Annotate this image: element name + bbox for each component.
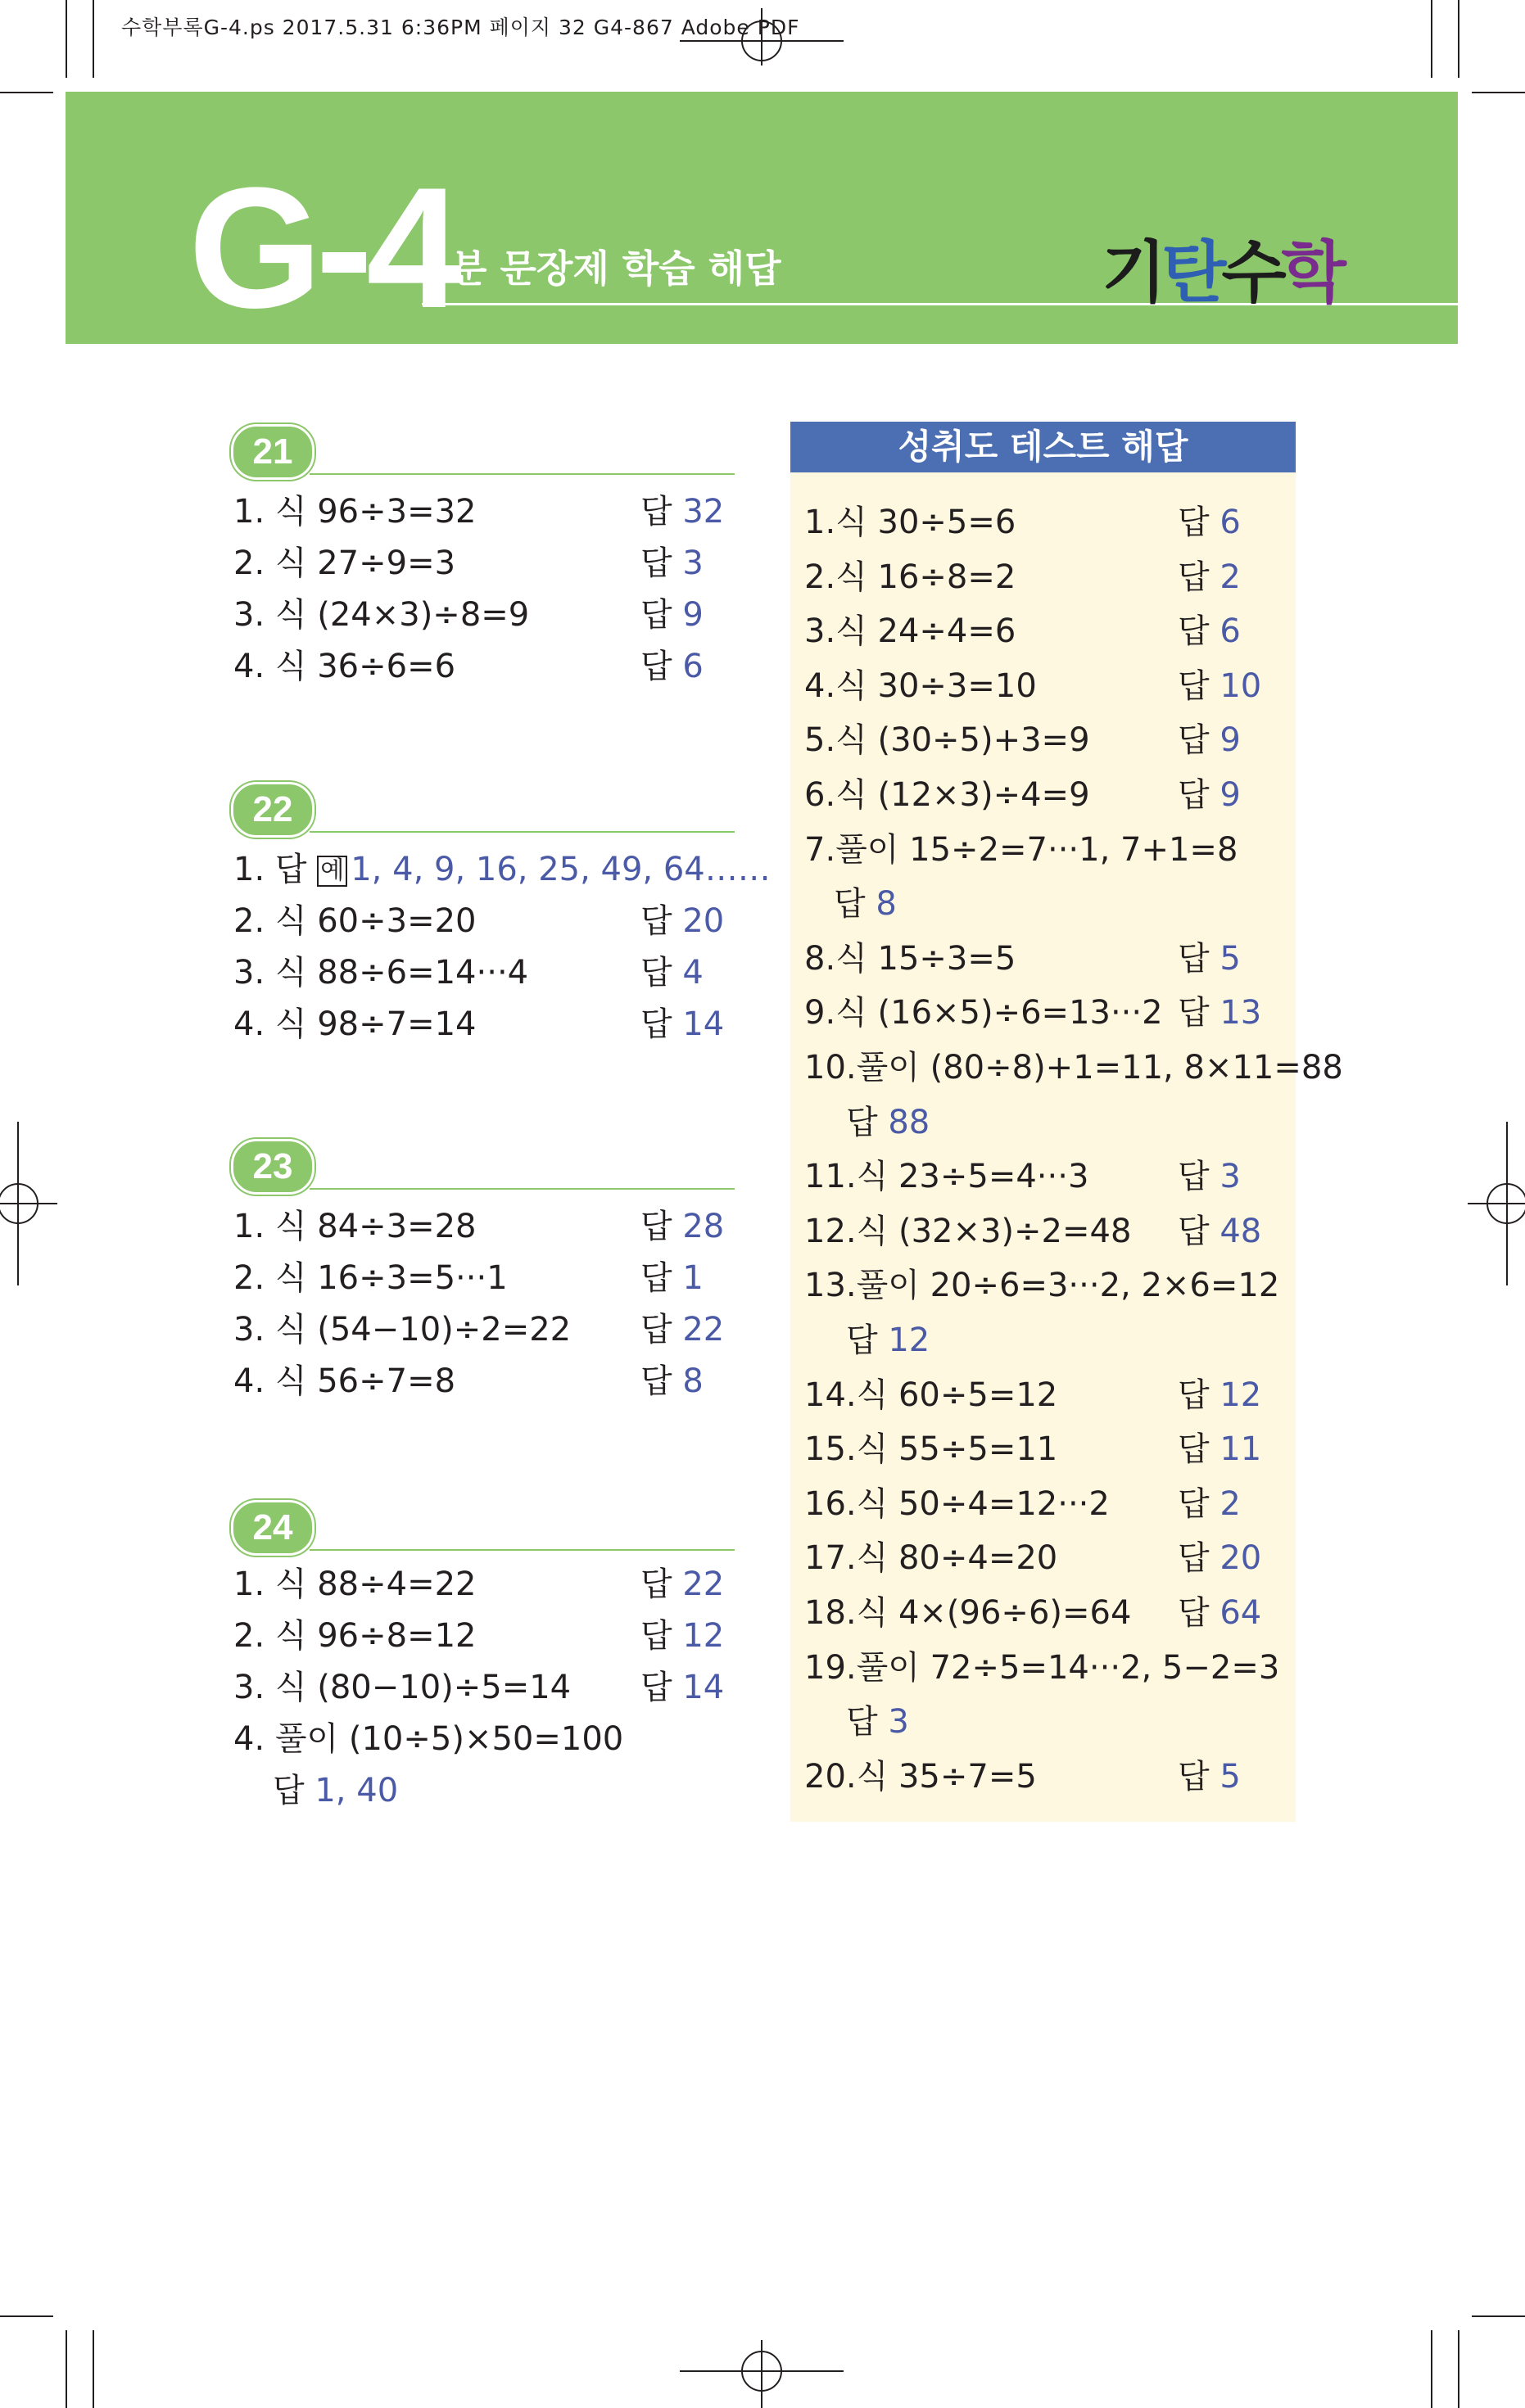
book-code: G-4 (188, 151, 456, 344)
test-answer-value: 답 88 (846, 1104, 930, 1141)
test-answer-row: 11.식 23÷5=4···3 (804, 1158, 1089, 1195)
test-answer-value: 답 2 (1178, 1485, 1241, 1523)
crop-mark (93, 2330, 94, 2408)
test-answer-row: 13.풀이 20÷6=3···2, 2×6=12 (804, 1267, 1280, 1304)
answer-value: 답 28 (640, 1208, 725, 1245)
answer-row: 4. 식 36÷6=6 (233, 648, 456, 685)
answer-value: 답 3 (640, 544, 704, 582)
answer-value: 답 22 (640, 1311, 725, 1349)
test-answer-value: 답 6 (1178, 612, 1241, 650)
banner-subtitle: 4분 문장제 학습 해답 (424, 246, 781, 291)
test-answer-row: 12.식 (32×3)÷2=48 (804, 1213, 1132, 1250)
answer-row: 4. 풀이 (10÷5)×50=100 (233, 1720, 624, 1758)
answer-row: 1. 식 84÷3=28 (233, 1208, 477, 1245)
answer-row: 2. 식 27÷9=3 (233, 544, 456, 582)
section-number-badge: 24 (231, 1500, 315, 1556)
test-answer-value: 답 5 (1178, 1758, 1241, 1796)
crop-mark (1458, 0, 1459, 78)
test-answer-value: 답 6 (1178, 504, 1241, 541)
test-answer-row: 3.식 24÷4=6 (804, 612, 1016, 650)
test-answer-value: 답 3 (846, 1703, 909, 1741)
registration-mark (1468, 1122, 1525, 1285)
registration-mark (680, 2340, 844, 2408)
answer-value: 답 14 (640, 1669, 725, 1706)
test-answer-row: 9.식 (16×5)÷6=13···2 (804, 994, 1163, 1032)
brand-logo: 기탄수학 (1102, 234, 1342, 312)
answer-value: 답 1 (640, 1259, 704, 1297)
crop-mark (0, 92, 53, 93)
answer-row: 2. 식 60÷3=20 (233, 902, 477, 940)
section-header-24 (231, 1500, 735, 1551)
answer-row: 3. 식 88÷6=14···4 (233, 954, 529, 992)
crop-mark (66, 2330, 67, 2408)
test-answer-value: 답 20 (1178, 1539, 1262, 1577)
answer-value: 답 12 (640, 1617, 725, 1655)
section-rule (310, 1549, 735, 1551)
test-answer-value: 답 11 (1178, 1430, 1262, 1468)
answer-value: 답 6 (640, 648, 704, 685)
test-answer-row: 14.식 60÷5=12 (804, 1376, 1058, 1414)
answer-row: 4. 식 98÷7=14 (233, 1005, 477, 1043)
test-answer-value: 답 3 (1178, 1158, 1241, 1195)
test-answer-value: 답 13 (1178, 994, 1262, 1032)
test-answer-row: 10.풀이 (80÷8)+1=11, 8×11=88 (804, 1049, 1343, 1087)
test-answer-row: 1.식 30÷5=6 (804, 504, 1016, 541)
test-answer-value: 답 2 (1178, 558, 1241, 596)
crop-mark (66, 0, 67, 78)
answer-value: 답 1, 40 (273, 1772, 399, 1809)
section-number-badge: 22 (231, 782, 315, 838)
answer-row: 1. 답 예 1, 4, 9, 16, 25, 49, 64…… (233, 851, 771, 888)
section-rule (310, 473, 735, 475)
crop-mark (1472, 2315, 1525, 2317)
test-answer-row: 17.식 80÷4=20 (804, 1539, 1058, 1577)
crop-mark (1458, 2330, 1459, 2408)
answer-value: 답 4 (640, 954, 704, 992)
answer-row: 2. 식 16÷3=5···1 (233, 1259, 508, 1297)
answer-row: 2. 식 96÷8=12 (233, 1617, 477, 1655)
test-answer-row: 19.풀이 72÷5=14···2, 5−2=3 (804, 1649, 1280, 1687)
test-answer-value: 답 9 (1178, 721, 1241, 759)
section-header-21 (231, 424, 735, 475)
answer-row: 1. 식 96÷3=32 (233, 493, 477, 531)
test-answer-row: 4.식 30÷3=10 (804, 667, 1037, 705)
answer-value: 답 22 (640, 1565, 725, 1603)
answer-value: 답 32 (640, 493, 725, 531)
crop-mark (1431, 2330, 1432, 2408)
section-rule (310, 831, 735, 833)
crop-mark (93, 0, 94, 78)
section-rule (310, 1188, 735, 1190)
section-header-22 (231, 782, 735, 833)
answer-row: 3. 식 (24×3)÷8=9 (233, 596, 530, 634)
answer-value: 답 20 (640, 902, 725, 940)
test-answer-value: 답 64 (1178, 1594, 1262, 1632)
section-number-badge: 21 (231, 424, 315, 480)
crop-mark (0, 2315, 53, 2317)
example-mark: 예 (317, 856, 347, 887)
test-answer-row: 6.식 (12×3)÷4=9 (804, 776, 1090, 814)
test-answer-value: 답 5 (1178, 940, 1241, 978)
print-slug: 수학부록G-4.ps 2017.5.31 6:36PM 페이지 32 G4-867 Adobe PDF (121, 16, 800, 39)
test-answer-value: 답 9 (1178, 776, 1241, 814)
crop-mark (1431, 0, 1432, 78)
registration-mark (680, 8, 844, 66)
test-answer-row: 5.식 (30÷5)+3=9 (804, 721, 1090, 759)
answer-row: 1. 식 88÷4=22 (233, 1565, 477, 1603)
panel-title: 성취도 테스트 해답 (790, 422, 1296, 472)
test-answer-value: 답 48 (1178, 1213, 1262, 1250)
test-answer-row: 20.식 35÷7=5 (804, 1758, 1037, 1796)
answer-value: 답 14 (640, 1005, 725, 1043)
test-answer-value: 답 10 (1178, 667, 1262, 705)
test-answer-value: 답 12 (846, 1321, 930, 1359)
crop-mark (1472, 92, 1525, 93)
test-answer-row: 2.식 16÷8=2 (804, 558, 1016, 596)
test-answer-row: 7.풀이 15÷2=7···1, 7+1=8 (804, 831, 1238, 869)
section-number-badge: 23 (231, 1139, 315, 1195)
registration-mark (0, 1122, 57, 1285)
answer-value: 답 8 (640, 1362, 704, 1400)
test-answer-value: 답 8 (834, 885, 897, 923)
answer-value: 답 9 (640, 596, 704, 634)
answer-row: 3. 식 (80−10)÷5=14 (233, 1669, 572, 1706)
test-answer-value: 답 12 (1178, 1376, 1262, 1414)
section-header-23 (231, 1139, 735, 1190)
test-answer-row: 8.식 15÷3=5 (804, 940, 1016, 978)
answer-row: 4. 식 56÷7=8 (233, 1362, 456, 1400)
answer-row: 3. 식 (54−10)÷2=22 (233, 1311, 572, 1349)
test-answer-row: 15.식 55÷5=11 (804, 1430, 1058, 1468)
test-answer-row: 18.식 4×(96÷6)=64 (804, 1594, 1132, 1632)
test-answer-row: 16.식 50÷4=12···2 (804, 1485, 1110, 1523)
